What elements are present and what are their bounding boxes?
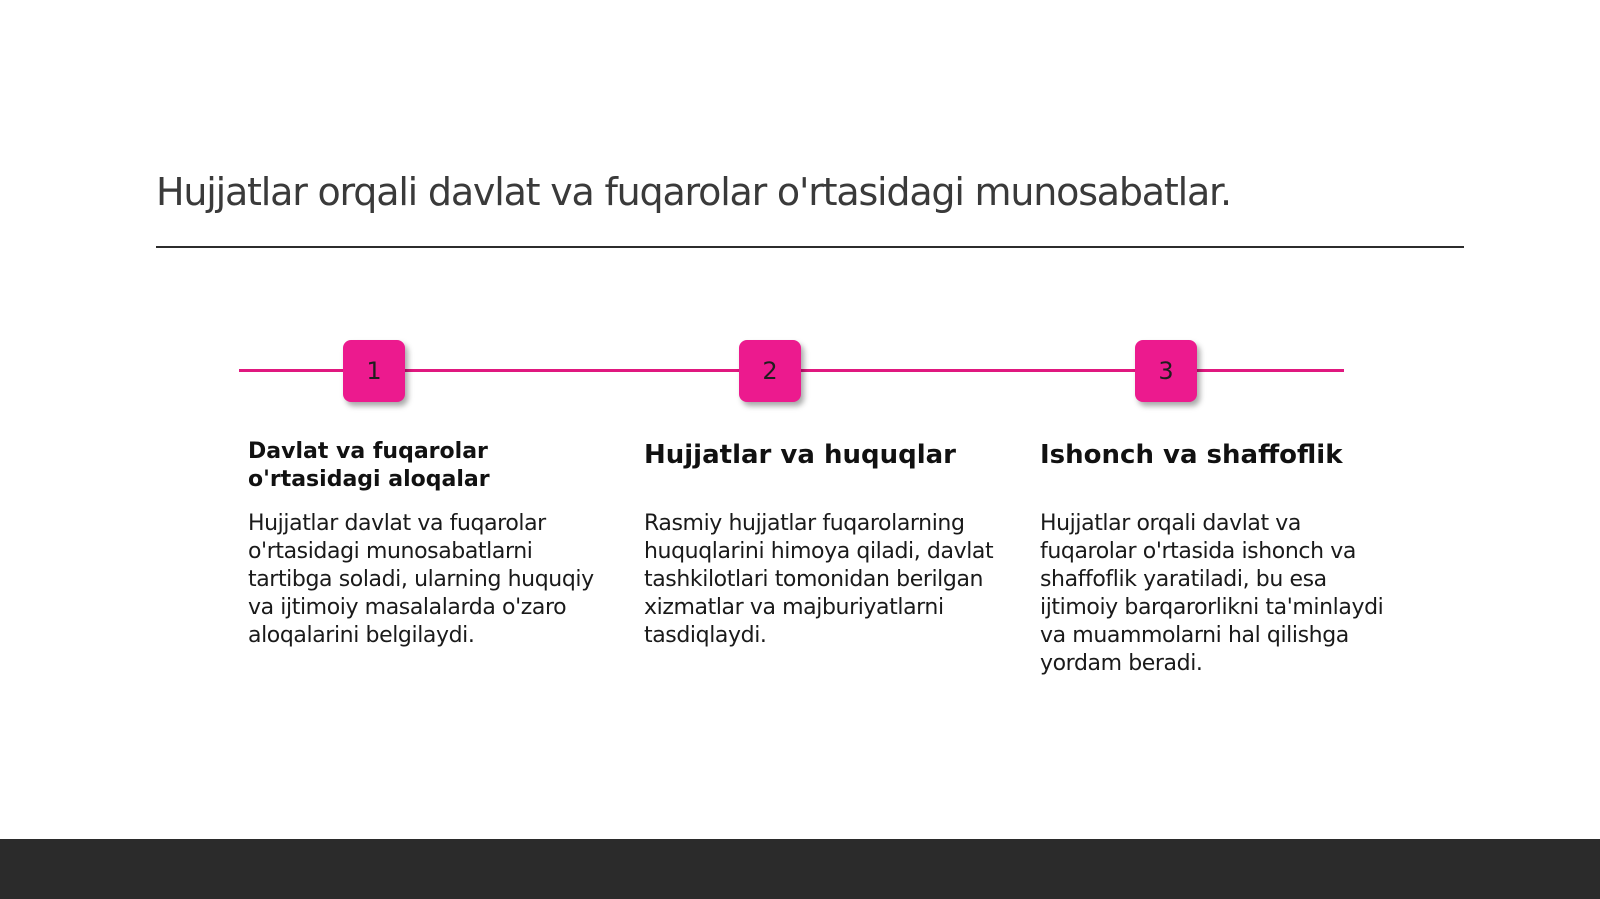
- step-body-3: Hujjatlar orqali davlat va fuqarolar o'rtasida ishonch va shaffoflik yaratiladi, bu esa ijtimoiy barqarorlikni ta'minlaydi va muammolarni hal qilishga yordam beradi.: [1040, 511, 1384, 676]
- step-body-2: Rasmiy hujjatlar fuqarolarning huquqlarini himoya qiladi, davlat tashkilotlari tomonidan berilgan xizmatlar va majburiyatlarni tasdiqlaydi.: [644, 511, 994, 648]
- step-heading-3: Ishonch va shaffoflik: [1040, 440, 1343, 470]
- title-divider: [156, 246, 1464, 248]
- step-column-3: [1040, 438, 1390, 678]
- step-badge-1: 1: [343, 340, 405, 402]
- step-body-1: Hujjatlar davlat va fuqarolar o'rtasidagi munosabatlarni tartibga soladi, ularning huquqiy va ijtimoiy masalalarda o'zaro aloqalarini belgilaydi.: [248, 511, 594, 648]
- step-heading-2: Hujjatlar va huquqlar: [644, 440, 956, 470]
- footer-band: [0, 839, 1600, 899]
- step-badge-3: 3: [1135, 340, 1197, 402]
- step-heading-1: Davlat va fuqarolar o'rtasidagi aloqalar: [248, 439, 490, 492]
- slide-title: Hujjatlar orqali davlat va fuqarolar o'rtasidagi munosabatlar.: [156, 170, 1231, 214]
- step-badge-2: 2: [739, 340, 801, 402]
- step-column-1: [248, 438, 598, 650]
- step-column-2: [644, 438, 994, 650]
